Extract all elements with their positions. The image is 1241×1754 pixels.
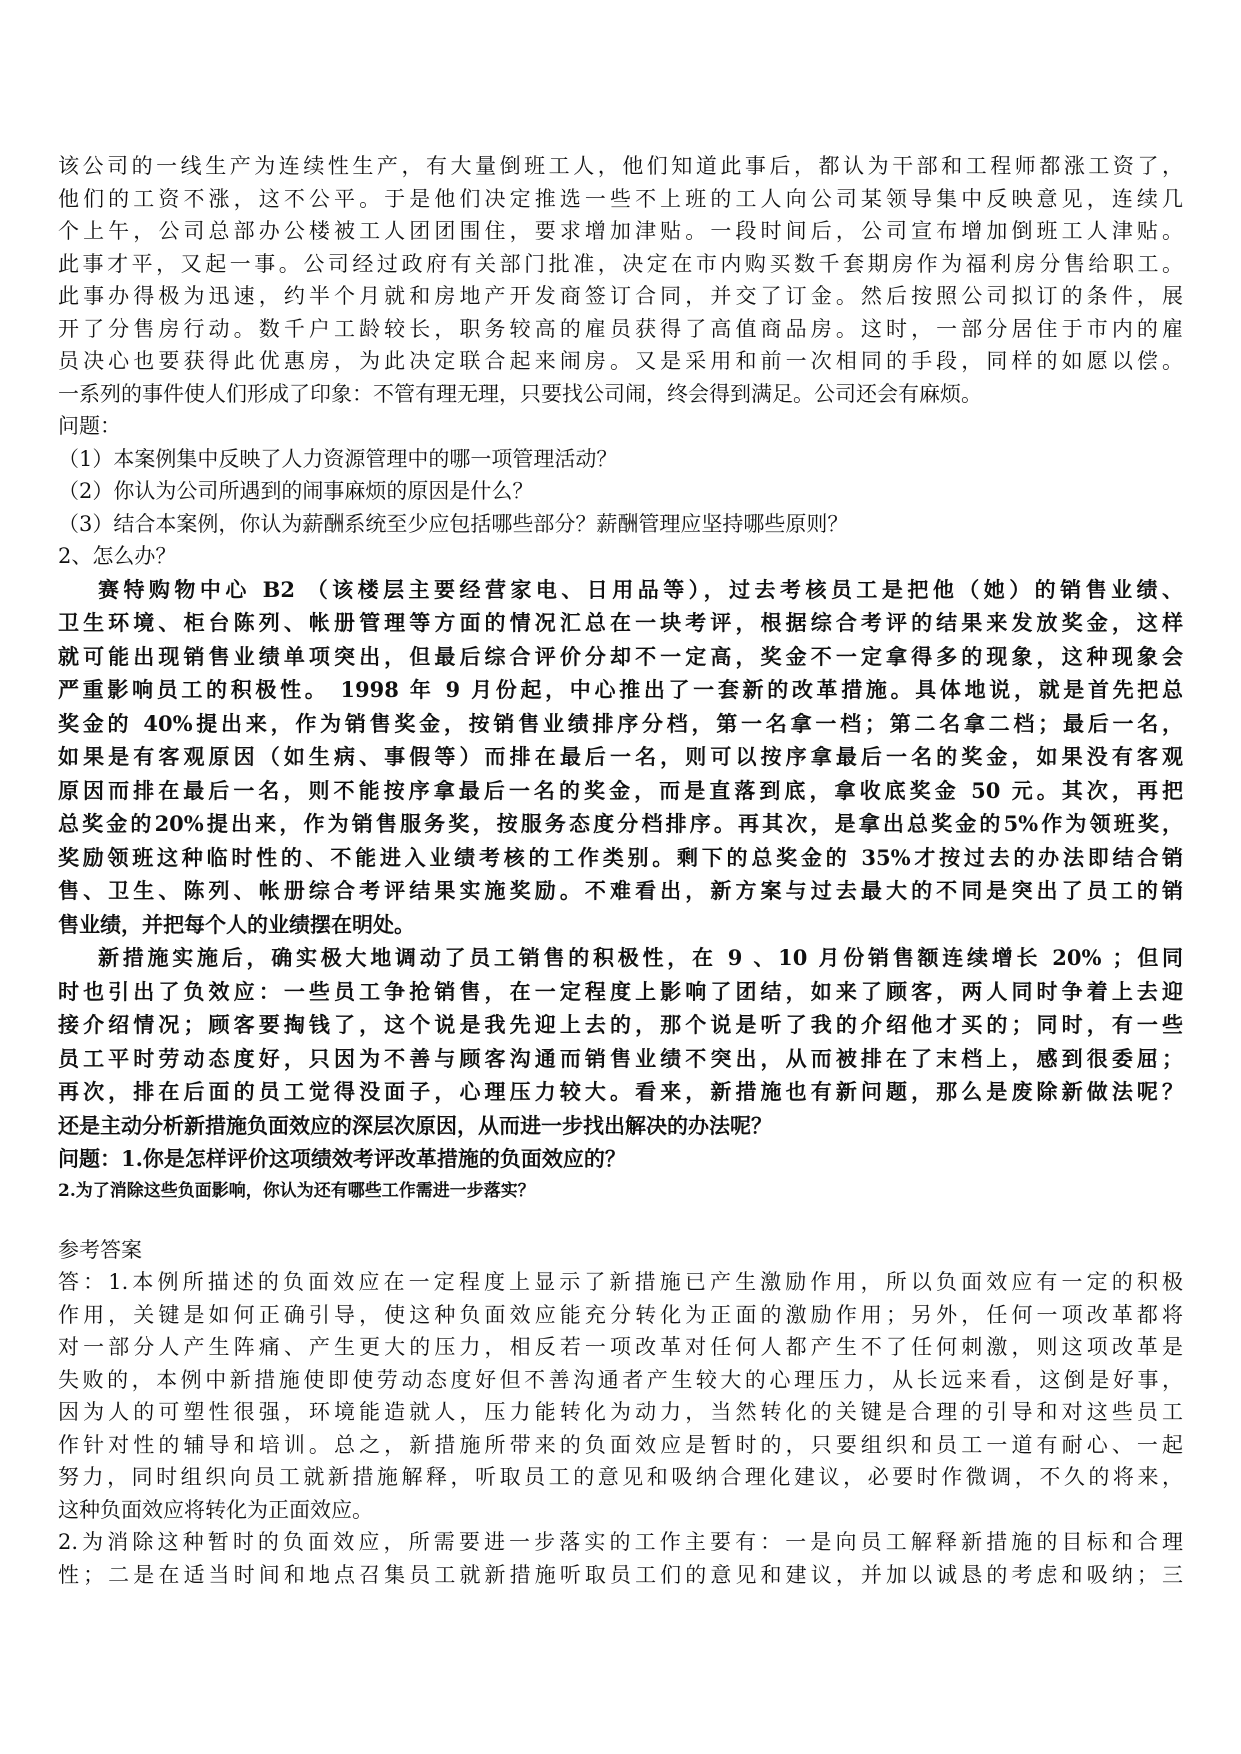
answer-2 [58,1526,1183,1591]
answer-heading: 参考答案 [58,1237,142,1262]
text-line: 努力，同时组织向员工就新措施解释，听取员工的意见和吸纳合理化建议，必要时作微调，不久的将来， [58,1465,1183,1489]
text-line: 员决心也要获得此优惠房，为此决定联合起来闹房。又是采用和前一次相同的手段，同样的如愿以偿。 [58,349,1183,373]
case1-question-label: 问题： [58,414,121,438]
text-line: 奖励领班这种临时性的、不能进入业绩考核的工作类别。剩下的总奖金的 35%才按过去的办法即结合销 [58,844,1183,870]
text-line: 此事才平，又起一事。公司经过政府有关部门批准，决定在市内购买数千套期房作为福利房分售给职工。 [58,251,1183,276]
text-line: 再次，排在后面的员工觉得没面子，心理压力较大。看来，新措施也有新问题，那么是废除新做法呢？ [58,1079,1183,1104]
text-line: 对一部分人产生阵痛、产生更大的压力，相反若一项改革对任何人都产生不了任何刺激，则这项改革是 [58,1335,1183,1359]
text-line: 原因而排在最后一名，则不能按序拿最后一名的奖金，而是直落到底，拿收底奖金 50 元。其次，再把 [58,777,1183,803]
text-line: 作针对性的辅导和培训。总之，新措施所带来的负面效应是暂时的，只要组织和员工一道有耐心、一起 [58,1432,1183,1457]
text-line: 新措施实施后，确实极大地调动了员工销售的积极性，在 9 、10 月份销售额连续增长 20% ；但同 [98,945,1183,970]
text-line: 性；二是在适当时间和地点召集员工就新措施听取员工们的意见和建议，并加以诚恳的考虑和吸纳；三 [58,1562,1183,1587]
text-line: 答：1.本例所描述的负面效应在一定程度上显示了新措施已产生激励作用，所以负面效应有一定的积极 [58,1270,1183,1294]
text-line: 如果是有客观原因（如生病、事假等）而排在最后一名，则可以按序拿最后一名的奖金，如果没有客观 [58,744,1183,769]
text-line: 赛特购物中心 B2 （该楼层主要经营家电、日用品等），过去考核员工是把他（她）的销售业绩、 [98,576,1183,602]
text-line: 售业绩，并把每个人的业绩摆在明处。 [58,911,415,937]
text-line: 还是主动分析新措施负面效应的深层次原因，从而进一步找出解决的办法呢？ [58,1112,772,1138]
text-line: 奖金的 40%提出来，作为销售奖金，按销售业绩排序分档，第一名拿一档；第二名拿二档；最后一名， [58,710,1183,736]
text-line: 售、卫生、陈列、帐册综合考评结果实施奖励。不难看出，新方案与过去最大的不同是突出了员工的销 [58,878,1183,903]
text-line: 严重影响员工的积极性。 1998 年 9 月份起，中心推出了一套新的改革措施。具体地说，就是首先把总 [58,677,1183,702]
text-line: 他们的工资不涨，这不公平。于是他们决定推选一些不上班的工人向公司某领导集中反映意见，连续几 [58,186,1183,211]
case2-question-2: 2.为了消除这些负面影响，你认为还有哪些工作需进一步落实？ [58,1180,535,1201]
case1-question: （2）你认为公司所遇到的闹事麻烦的原因是什么？ [58,479,534,503]
text-line: 时也引出了负效应：一些员工争抢销售，在一定程度上影响了团结，如来了顾客，两人同时争着上去迎 [58,978,1183,1004]
case2-title: 2、怎么办？ [58,544,177,568]
text-line: 失败的，本例中新措施使即使劳动态度好但不善沟通者产生较大的心理压力，从长远来看，这倒是好事， [58,1367,1183,1392]
case1-paragraph [58,150,1183,410]
text-line: 一系列的事件使人们形成了印象：不管有理无理，只要找公司闹，终会得到满足。公司还会有麻烦。 [58,381,982,406]
case2-question-1: 问题：1.你是怎样评价这项绩效考评改革措施的负面效应的？ [58,1146,626,1171]
case1-question: （3）结合本案例，你认为薪酬系统至少应包括哪些部分？薪酬管理应坚持哪些原则？ [58,511,849,536]
text-line: 2.为消除这种暂时的负面效应，所需要进一步落实的工作主要有：一是向员工解释新措施的目标和合理 [58,1530,1183,1554]
text-line: 卫生环境、柜台陈列、帐册管理等方面的情况汇总在一块考评，根据综合考评的结果来发放奖金，这样 [58,610,1183,635]
text-line: 接介绍情况；顾客要掏钱了，这个说是我先迎上去的，那个说是听了我的介绍他才买的；同时，有一些 [58,1012,1183,1037]
spacer [58,1206,1183,1234]
case2-paragraph-1 [58,573,1183,942]
text-line: 此事办得极为迅速，约半个月就和房地产开发商签订合同，并交了订金。然后按照公司拟订的条件，展 [58,284,1183,308]
text-line: 该公司的一线生产为连续性生产，有大量倒班工人，他们知道此事后，都认为干部和工程师都涨工资了， [58,154,1183,178]
answer-1 [58,1266,1183,1526]
text-line: 这种负面效应将转化为正面效应。 [58,1497,373,1522]
case2-paragraph-2 [58,941,1183,1142]
text-line: 开了分售房行动。数千户工龄较长，职务较高的雇员获得了高值商品房。这时，一部分居住于市内的雇 [58,316,1183,341]
text-line: 个上午，公司总部办公楼被工人团团围住，要求增加津贴。一段时间后，公司宣布增加倒班工人津贴。 [58,219,1183,243]
text-line: 就可能出现销售业绩单项突出，但最后综合评价分却不一定高，奖金不一定拿得多的现象，这种现象会 [58,643,1183,669]
text-line: 总奖金的20%提出来，作为销售服务奖，按服务态度分档排序。再其次，是拿出总奖金的5%作为领班奖， [58,811,1183,836]
case1-question: （1）本案例集中反映了人力资源管理中的哪一项管理活动？ [58,446,618,471]
text-line: 员工平时劳动态度好，只因为不善与顾客沟通而销售业绩不突出，从而被排在了末档上，感到很委屈； [58,1045,1183,1071]
text-line: 因为人的可塑性很强，环境能造就人，压力能转化为动力，当然转化的关键是合理的引导和对这些员工 [58,1400,1183,1424]
text-line: 作用，关键是如何正确引导，使这种负面效应能充分转化为正面的激励作用；另外，任何一项改革都将 [58,1302,1183,1327]
document-page [58,150,1183,1591]
